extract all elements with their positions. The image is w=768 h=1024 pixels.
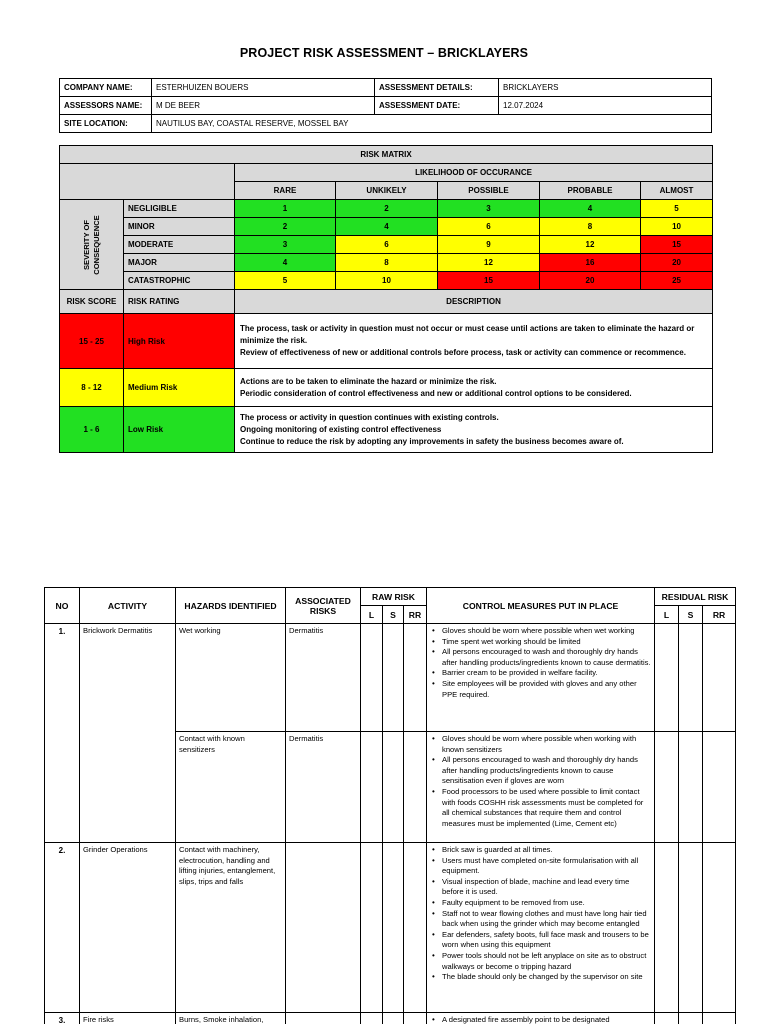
assessors-name-label: ASSESSORS NAME: — [60, 97, 152, 115]
control-item: • Faulty equipment to be removed from use. — [430, 898, 651, 909]
raw-l-cell — [361, 843, 383, 1013]
risk-score-low: 1 - 6 — [60, 407, 124, 453]
col-header-hazards: HAZARDS IDENTIFIED — [176, 588, 286, 624]
res-l-cell — [655, 1013, 679, 1024]
row-number: 1. — [45, 624, 80, 843]
col-header-res-l: L — [655, 606, 679, 624]
risk-rating-header: RISK RATING — [124, 290, 235, 314]
col-header-raw-l: L — [361, 606, 383, 624]
matrix-cell: 15 — [438, 272, 540, 290]
matrix-cell: 15 — [641, 236, 713, 254]
control-item: • A designated fire assembly point to be designated — [430, 1015, 651, 1024]
raw-l-cell — [361, 732, 383, 843]
likelihood-column: PROBABLE — [540, 182, 641, 200]
control-item: • Users must have completed on-site formularisation with all equipment. — [430, 856, 651, 877]
info-row — [60, 97, 712, 115]
severity-header — [60, 200, 124, 290]
matrix-cell: 4 — [235, 254, 336, 272]
res-l-cell — [655, 843, 679, 1013]
matrix-cell: 20 — [641, 254, 713, 272]
assessment-info-table — [59, 78, 712, 133]
raw-s-cell — [383, 843, 404, 1013]
res-rr-cell — [703, 624, 736, 732]
matrix-cell: 3 — [438, 200, 540, 218]
res-rr-cell — [703, 843, 736, 1013]
risk-rating-medium: Medium Risk — [124, 369, 235, 407]
control-item: • Ear defenders, safety boots, full face mask and trousers to be worn when using this equipment — [430, 930, 651, 951]
matrix-cell: 8 — [336, 254, 438, 272]
severity-row-label: MODERATE — [124, 236, 235, 254]
res-s-cell — [679, 1013, 703, 1024]
risk-matrix-table — [59, 145, 713, 453]
matrix-cell: 3 — [235, 236, 336, 254]
severity-row-label: MINOR — [124, 218, 235, 236]
risk-description-high: The process, task or activity in question must not occur or must cease until actions are taken to eliminate the hazard or minimize the risk. Review of effectiveness of new or additional controls before process, task or activity can commence or recommence. — [235, 314, 713, 369]
assessment-details-value: BRICKLAYERS — [499, 79, 712, 97]
col-header-no: NO — [45, 588, 80, 624]
res-l-cell — [655, 732, 679, 843]
activity-cell: Brickwork Dermatitis — [80, 624, 176, 843]
raw-rr-cell — [404, 624, 427, 732]
res-l-cell — [655, 624, 679, 732]
raw-rr-cell — [404, 732, 427, 843]
severity-row-label: MAJOR — [124, 254, 235, 272]
company-name-label: COMPANY NAME: — [60, 79, 152, 97]
control-item: • Barrier cream to be provided in welfare facility. — [430, 668, 651, 679]
info-row — [60, 115, 712, 133]
hazard-cell: Burns, Smoke inhalation, — [176, 1013, 286, 1024]
info-row — [60, 79, 712, 97]
res-rr-cell — [703, 1013, 736, 1024]
risk-rating-high: High Risk — [124, 314, 235, 369]
risk-rating-low: Low Risk — [124, 407, 235, 453]
document-title: PROJECT RISK ASSESSMENT – BRICKLAYERS — [239, 46, 529, 60]
matrix-cell: 12 — [540, 236, 641, 254]
severity-label: SEVERITY OF CONSEQUENCE — [81, 214, 101, 275]
matrix-cell: 6 — [438, 218, 540, 236]
risk-cell — [286, 843, 361, 1013]
description-header: DESCRIPTION — [235, 290, 713, 314]
control-item: • All persons encouraged to wash and thoroughly dry hands after handling products/ingredients known to cause dermatitis. — [430, 647, 651, 668]
activity-risk-table — [44, 587, 736, 1024]
controls-cell — [427, 1013, 655, 1024]
risk-description-medium: Actions are to be taken to eliminate the hazard or minimize the risk. Periodic consideration of control effectiveness and new or additional control options to be considered. — [235, 369, 713, 407]
col-header-residual-risk: RESIDUAL RISK — [655, 588, 736, 606]
raw-rr-cell — [404, 1013, 427, 1024]
matrix-cell: 4 — [540, 200, 641, 218]
likelihood-header: LIKELIHOOD OF OCCURANCE — [235, 164, 713, 182]
matrix-cell: 5 — [641, 200, 713, 218]
control-item: • Staff not to wear flowing clothes and must have long hair tied back when using the grinder which may become entangled — [430, 909, 651, 930]
row-number: 3. — [45, 1013, 80, 1024]
assessors-name-value: M DE BEER — [152, 97, 375, 115]
activity-cell: Grinder Operations — [80, 843, 176, 1013]
likelihood-column: RARE — [235, 182, 336, 200]
likelihood-column: UNKIKELY — [336, 182, 438, 200]
col-header-raw-rr: RR — [404, 606, 427, 624]
activity-cell: Fire risks — [80, 1013, 176, 1024]
res-s-cell — [679, 732, 703, 843]
control-item: • The blade should only be changed by the supervisor on site — [430, 972, 651, 983]
matrix-cell: 1 — [235, 200, 336, 218]
risk-cell: Dermatitis — [286, 624, 361, 732]
assessment-details-label: ASSESSMENT DETAILS: — [375, 79, 499, 97]
table-row — [45, 624, 736, 732]
hazard-cell: Contact with machinery, electrocution, handling and lifting injuries, entanglement, slips, trips and falls — [176, 843, 286, 1013]
matrix-cell: 10 — [641, 218, 713, 236]
likelihood-column: POSSIBLE — [438, 182, 540, 200]
col-header-risks: ASSOCIATED RISKS — [286, 588, 361, 624]
severity-row-label: CATASTROPHIC — [124, 272, 235, 290]
severity-row-label: NEGLIGIBLE — [124, 200, 235, 218]
matrix-cell: 20 — [540, 272, 641, 290]
control-item: • Gloves should be worn where possible when wet working — [430, 626, 651, 637]
control-item: • Food processors to be used where possible to limit contact with foods COSHH risk assessments must be completed for all chemical substances that require them and control measures must be implemented (Lime, Cement etc) — [430, 787, 651, 829]
col-header-activity: ACTIVITY — [80, 588, 176, 624]
matrix-cell: 9 — [438, 236, 540, 254]
table-row — [45, 1013, 736, 1024]
hazard-cell: Wet working — [176, 624, 286, 732]
site-location-value: NAUTILUS BAY, COASTAL RESERVE, MOSSEL BAY — [152, 115, 712, 133]
res-s-cell — [679, 624, 703, 732]
matrix-cell: 12 — [438, 254, 540, 272]
raw-s-cell — [383, 1013, 404, 1024]
control-item: • Power tools should not be left anyplace on site as to obstruct walkways or become o tripping hazard — [430, 951, 651, 972]
raw-s-cell — [383, 732, 404, 843]
table-row — [45, 843, 736, 1013]
risk-score-header: RISK SCORE — [60, 290, 124, 314]
control-item: • Brick saw is guarded at all times. — [430, 845, 651, 856]
matrix-corner — [60, 164, 235, 200]
raw-rr-cell — [404, 843, 427, 1013]
raw-l-cell — [361, 624, 383, 732]
controls-cell — [427, 843, 655, 1013]
risk-matrix-title: RISK MATRIX — [60, 146, 713, 164]
risk-cell — [286, 1013, 361, 1024]
assessment-date-value: 12.07.2024 — [499, 97, 712, 115]
row-number: 2. — [45, 843, 80, 1013]
matrix-cell: 5 — [235, 272, 336, 290]
control-item: • Visual inspection of blade, machine and lead every time before it is used. — [430, 877, 651, 898]
matrix-cell: 2 — [235, 218, 336, 236]
matrix-cell: 4 — [336, 218, 438, 236]
res-rr-cell — [703, 732, 736, 843]
matrix-cell: 25 — [641, 272, 713, 290]
likelihood-column: ALMOST — [641, 182, 713, 200]
hazard-cell: Contact with known sensitizers — [176, 732, 286, 843]
col-header-raw-s: S — [383, 606, 404, 624]
matrix-cell: 16 — [540, 254, 641, 272]
matrix-cell: 6 — [336, 236, 438, 254]
res-s-cell — [679, 843, 703, 1013]
risk-score-high: 15 - 25 — [60, 314, 124, 369]
controls-cell — [427, 732, 655, 843]
company-name-value: ESTERHUIZEN BOUERS — [152, 79, 375, 97]
raw-s-cell — [383, 624, 404, 732]
risk-score-medium: 8 - 12 — [60, 369, 124, 407]
controls-cell — [427, 624, 655, 732]
control-item: • Time spent wet working should be limited — [430, 637, 651, 648]
col-header-controls: CONTROL MEASURES PUT IN PLACE — [427, 588, 655, 624]
col-header-raw-risk: RAW RISK — [361, 588, 427, 606]
col-header-res-s: S — [679, 606, 703, 624]
control-item: • Gloves should be worn where possible when working with known sensitizers — [430, 734, 651, 755]
matrix-cell: 2 — [336, 200, 438, 218]
assessment-date-label: ASSESSMENT DATE: — [375, 97, 499, 115]
matrix-cell: 10 — [336, 272, 438, 290]
risk-cell: Dermatitis — [286, 732, 361, 843]
col-header-res-rr: RR — [703, 606, 736, 624]
raw-l-cell — [361, 1013, 383, 1024]
site-location-label: SITE LOCATION: — [60, 115, 152, 133]
control-item: • Site employees will be provided with gloves and any other PPE required. — [430, 679, 651, 700]
risk-description-low: The process or activity in question continues with existing controls. Ongoing monitoring of existing control effectiveness Continue to reduce the risk by adopting any improvements in safety the business becomes aware of. — [235, 407, 713, 453]
control-item: • All persons encouraged to wash and thoroughly dry hands after handling products/ingredients known to cause sensitisation even if gloves are worn — [430, 755, 651, 787]
matrix-cell: 8 — [540, 218, 641, 236]
